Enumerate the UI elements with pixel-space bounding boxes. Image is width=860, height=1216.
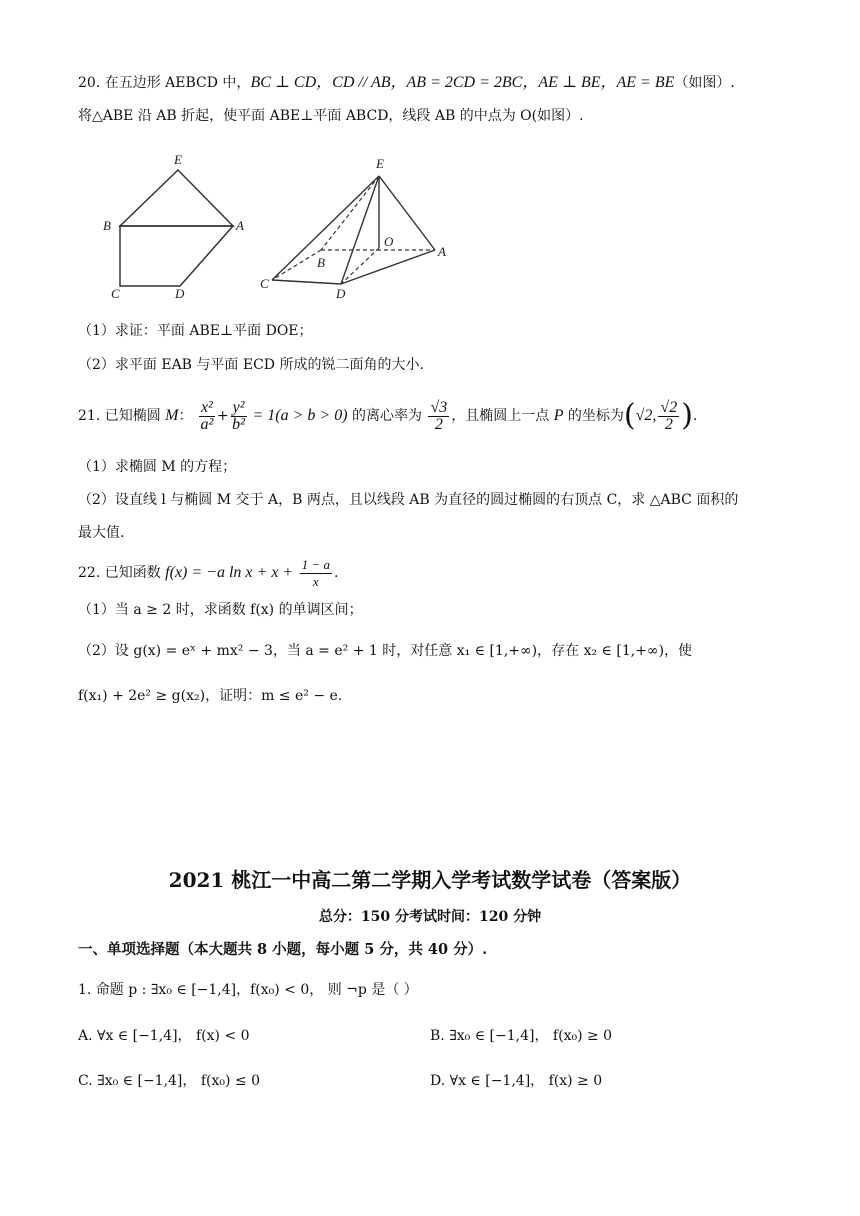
- function-frac-num: 1 − a: [301, 556, 330, 572]
- q21-end: .: [692, 408, 698, 424]
- label-e2: E: [376, 156, 384, 171]
- label-a2: A: [438, 244, 446, 259]
- edge-eb: [321, 176, 379, 250]
- edge-ed: [341, 176, 379, 284]
- function-frac-den: x: [312, 573, 319, 589]
- coord-x: √2,: [635, 407, 657, 424]
- option-d: D. ∀x ∈ [−1,4]， f(x) ≥ 0: [430, 1073, 603, 1089]
- label-c2: C: [260, 276, 269, 291]
- ecc-den: 2: [434, 415, 443, 433]
- coord-y-num: √2: [660, 398, 678, 416]
- edge-bc: [272, 250, 321, 280]
- section-heading: 一、单项选择题（本大题共 8 小题，每小题 5 分，共 40 分）.: [78, 941, 488, 958]
- quadrilateral-abcd: [120, 226, 233, 286]
- frac-x-num: x²: [200, 398, 213, 416]
- q20-part2: （2）求平面 EAB 与平面 ECD 所成的锐二面角的大小.: [78, 357, 424, 373]
- option-a: A. ∀x ∈ [−1,4]， f(x) < 0: [78, 1028, 250, 1044]
- point-text: ，且椭圆上一点: [451, 408, 550, 424]
- point-name: P: [553, 407, 564, 424]
- option-c: C. ∃x₀ ∈ [−1,4]， f(x₀) ≤ 0: [78, 1073, 260, 1089]
- frac-y: [231, 400, 247, 433]
- mc-question-1: 1. 命题 p : ∃x₀ ∈ [−1,4]，f(x₀) < 0， 则 ¬p 是（ ）: [78, 982, 418, 998]
- coord-y: [658, 400, 679, 433]
- frac-x-den: a²: [200, 415, 214, 433]
- eccentricity-text: 的离心率为: [352, 408, 422, 424]
- q20-line2: 将△ABE 沿 AB 折起，使平面 ABE⊥平面 ABCD，线段 AB 的中点为 O(如图）.: [78, 108, 584, 124]
- ellipse-name: M: [165, 407, 179, 424]
- q20-see-figure: （如图）.: [674, 75, 735, 91]
- q21-part2-line2: 最大值.: [78, 525, 125, 541]
- answer-title: 2021 桃江一中高二第二学期入学考试数学试卷（答案版）: [168, 868, 692, 892]
- q22-end: .: [333, 565, 339, 581]
- eccentricity-value: [428, 400, 449, 433]
- label-b: B: [103, 218, 111, 233]
- pyramid-figure: [255, 150, 455, 310]
- label-e: E: [174, 152, 182, 167]
- triangle-abe: [120, 170, 233, 226]
- edge-cd: [272, 280, 341, 284]
- q22-part1: （1）当 a ≥ 2 时，求函数 f(x) 的单调区间；: [78, 602, 363, 618]
- pentagon-figure: [95, 150, 255, 310]
- function-def: f(x) = −a ln x + x +: [165, 564, 294, 581]
- function-frac: [300, 557, 332, 590]
- q20-part1: （1）求证：平面 ABE⊥平面 DOE；: [78, 323, 313, 339]
- q22-line1: [78, 556, 338, 590]
- option-b: B. ∃x₀ ∈ [−1,4]， f(x₀) ≥ 0: [430, 1028, 613, 1044]
- edge-ec: [272, 176, 379, 280]
- q20-line1: [78, 73, 735, 93]
- q21-part1: （1）求椭圆 M 的方程；: [78, 459, 237, 475]
- label-b2: B: [317, 255, 325, 270]
- label-c: C: [111, 286, 120, 301]
- answer-subtitle: 总分：150 分考试时间：120 分钟: [318, 909, 542, 925]
- edge-da: [341, 250, 435, 284]
- q22-part2-line2: f(x₁) + 2e² ≥ g(x₂)，证明：m ≤ e² − e.: [78, 688, 343, 704]
- ecc-num: √3: [430, 398, 448, 416]
- q20-intro: 20. 在五边形 AEBCD 中，: [78, 75, 251, 91]
- coord-y-den: 2: [664, 415, 673, 433]
- q21-line1: 21. 已知椭圆 M： $\frac{\text{x²}}{\text{a²}}$ + $\frac{\text{y²}}{\text{b²}}$ = 1(a > b > 0) 的离心率为 $\frac{√3}{2}$ ，且椭圆上一点 P 的坐标为(√2, $\frac{√2}{2}$ ).: [78, 398, 698, 433]
- coord-text: 的坐标为: [567, 408, 624, 424]
- q22-part2-line1: （2）设 g(x) = eˣ + mx² − 3，当 a = e² + 1 时，对任意 x₁ ∈ [1,+∞)，存在 x₂ ∈ [1,+∞)，使: [78, 643, 693, 659]
- frac-y-den: b²: [232, 415, 245, 433]
- label-o: O: [384, 234, 394, 249]
- q21-part2-line1: （2）设直线 l 与椭圆 M 交于 A，B 两点，且以线段 AB 为直径的圆过椭圆的右顶点 C，求 △ABC 面积的: [78, 492, 739, 508]
- q22-intro: 22. 已知函数: [78, 565, 161, 581]
- ellipse-condition: = 1(a > b > 0): [248, 407, 348, 424]
- frac-y-num: y²: [232, 398, 245, 416]
- q20-conditions: BC ⊥ CD，CD // AB，AB = 2CD = 2BC，AE ⊥ BE，AE = BE: [250, 74, 675, 91]
- label-d2: D: [336, 286, 346, 301]
- q21-intro: 21. 已知椭圆: [78, 408, 161, 424]
- label-d: D: [175, 286, 185, 301]
- frac-x: [199, 400, 215, 433]
- label-a: A: [236, 218, 244, 233]
